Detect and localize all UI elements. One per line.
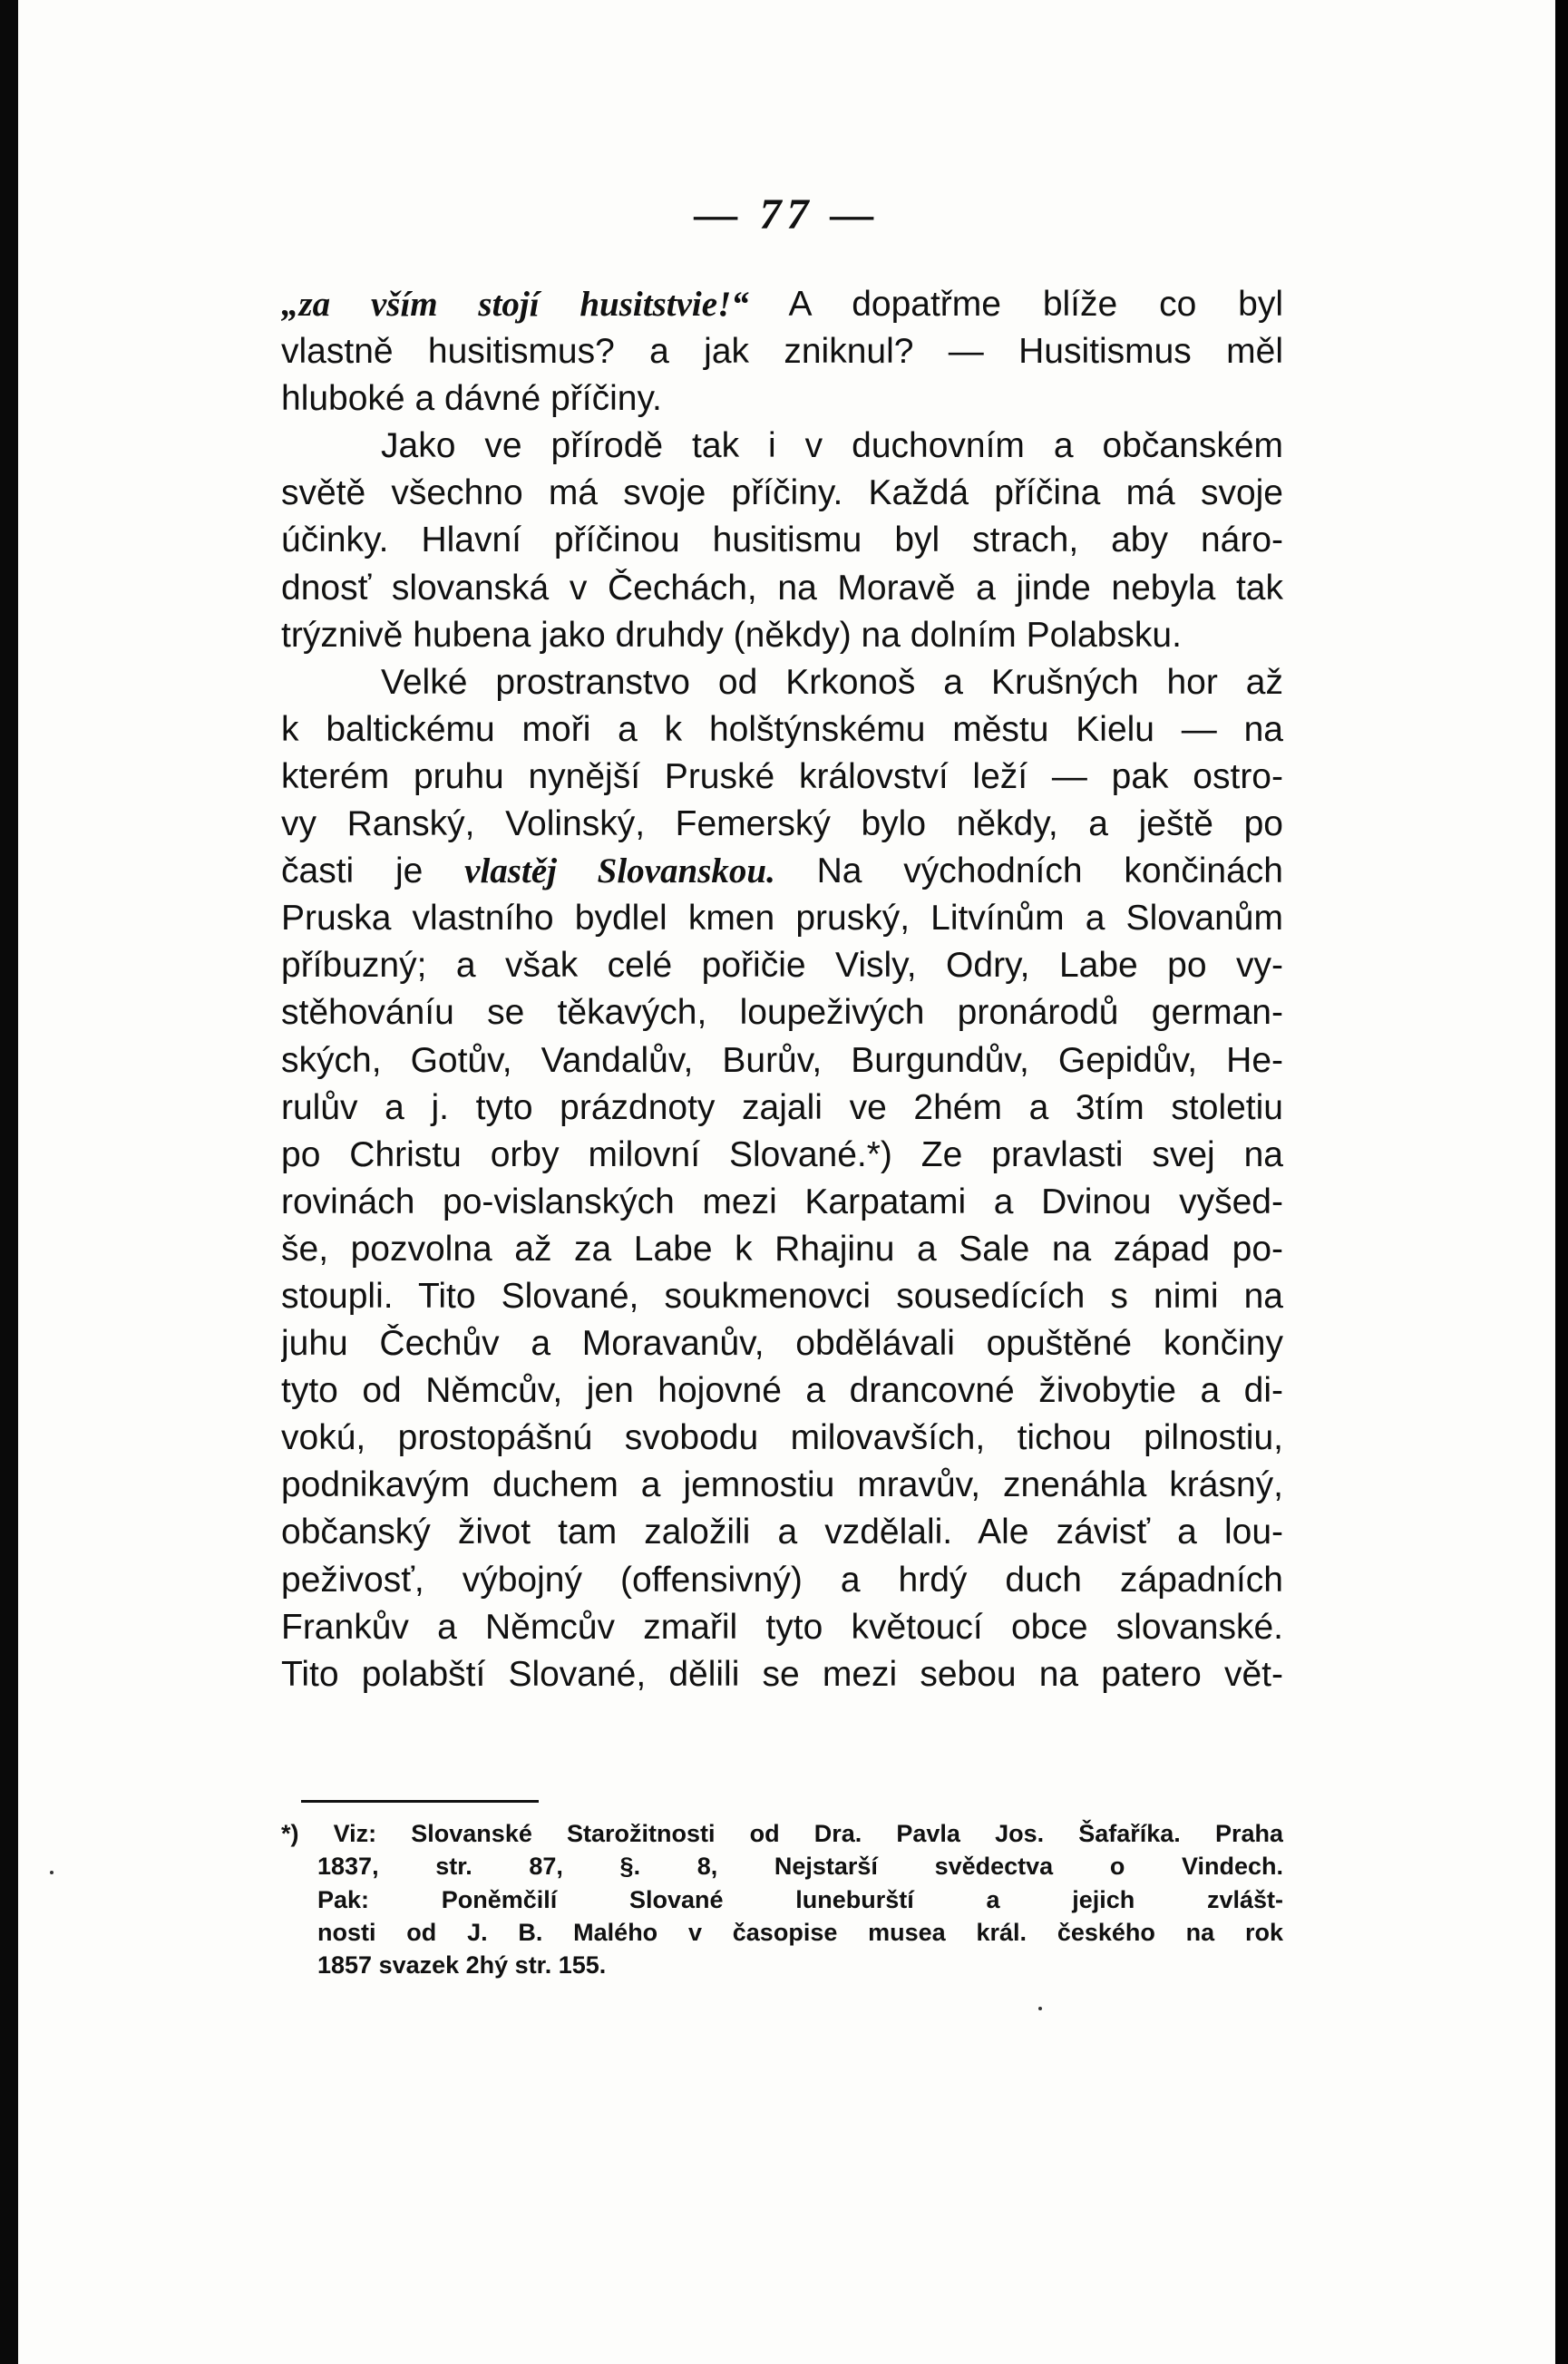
text-line: ských, Gotův, Vandalův, Burův, Burgundův, Gepidův, He- <box>281 1040 1283 1080</box>
text-line: Pruska vlastního bydlel kmen pruský, Litvínům a Slovanům <box>281 899 1283 939</box>
text-line: podnikavým duchem a jemnostiu mravův, znenáhla krásný, <box>281 1465 1283 1505</box>
scan-speck <box>50 1871 54 1874</box>
text-line: občanský život tam založili a vzdělali. Ale závisť a lou- <box>281 1513 1283 1552</box>
body-text <box>281 281 1283 1698</box>
page-number: — 77 — <box>694 190 880 238</box>
book-page <box>18 0 1555 2364</box>
footnote-line: *) Viz: Slovanské Starožitnosti od Dra. Pavla Jos. Šafaříka. Praha <box>281 1820 1283 1847</box>
text-line: Tito polabští Slované, dělili se mezi sebou na patero vět- <box>281 1654 1283 1694</box>
text-line: k baltickému moři a k holštýnskému městu Kielu — na <box>281 709 1283 749</box>
text-line: světě všechno má svoje příčiny. Každá příčina má svoje <box>281 473 1283 513</box>
text-line: kterém pruhu nynější Pruské království leží — pak ostro- <box>281 756 1283 796</box>
text-line: Velké prostranstvo od Krkonoš a Krušných hor až <box>381 662 1283 702</box>
text-line: rulův a j. tyto prázdnoty zajali ve 2hém a 3tím stoletiu <box>281 1087 1283 1127</box>
text-line: tyto od Němcův, jen hojovné a drancovné živobytie a di- <box>281 1371 1283 1411</box>
text-line: Jako ve přírodě tak i v duchovním a občanském <box>381 426 1283 466</box>
scan-speck <box>1038 2007 1042 2010</box>
text-line: stoupli. Tito Slované, soukmenovci sousedících s nimi na <box>281 1276 1283 1316</box>
text-line: hluboké a dávné příčiny. <box>281 379 662 419</box>
emphasized-quote: „za vším stojí husitstvie!“ <box>281 285 749 324</box>
footnote-line: 1837, str. 87, §. 8, Nejstarší svědectva o Vindech. <box>317 1853 1283 1881</box>
footnote-divider <box>301 1800 539 1803</box>
text-line: dnosť slovanská v Čechách, na Moravě a jinde nebyla tak <box>281 568 1283 608</box>
text-line: peživosť, výbojný (offensivný) a hrdý duch západních <box>281 1560 1283 1600</box>
text-line: vy Ranský, Volinský, Femerský bylo někdy, a ještě po <box>281 804 1283 844</box>
text-line: juhu Čechův a Moravanův, obdělávali opuštěné končiny <box>281 1324 1283 1364</box>
text-line: trýznivě hubena jako druhdy (někdy) na dolním Polabsku. <box>281 615 1182 655</box>
text-line: Frankův a Němcův zmařil tyto květoucí obce slovanské. <box>281 1607 1283 1647</box>
footnote-line: nosti od J. B. Malého v časopise musea král. českého na rok <box>317 1918 1283 1946</box>
footnote-line: 1857 svazek 2hý str. 155. <box>317 1951 607 1980</box>
text-line: rovinách po-vislanských mezi Karpatami a Dvinou vyšed- <box>281 1182 1283 1221</box>
text-line: vokú, prostopášnú svobodu milovavších, tichou pilnostiu, <box>281 1418 1283 1458</box>
text-line: vlastně husitismus? a jak zniknul? — Husitismus měl <box>281 332 1283 372</box>
scan-right-edge <box>1555 0 1568 2364</box>
text-line: příbuzný; a však celé pořičie Visly, Odry, Labe po vy- <box>281 946 1283 986</box>
footnote <box>281 1817 1283 1981</box>
text-line: še, pozvolna až za Labe k Rhajinu a Sale na západ po- <box>281 1229 1283 1269</box>
emphasized-slovanskou: vlastěj Slovanskou. <box>464 851 775 891</box>
footnote-line: Pak: Poněmčilí Slované luneburští a jejich zvlášt- <box>317 1885 1283 1913</box>
text-line: časti je vlastěj Slovanskou. Na východních končinách <box>281 851 1283 891</box>
scan-left-edge <box>0 0 18 2364</box>
text-line: „za vším stojí husitstvie!“ A dopatřme blíže co byl <box>281 285 1283 324</box>
text-line: účinky. Hlavní příčinou husitismu byl strach, aby náro- <box>281 520 1283 560</box>
text-line: stěhováníu se těkavých, loupeživých pronárodů german- <box>281 993 1283 1033</box>
text-line: po Christu orby milovní Slované.*) Ze pravlasti svej na <box>281 1134 1283 1174</box>
